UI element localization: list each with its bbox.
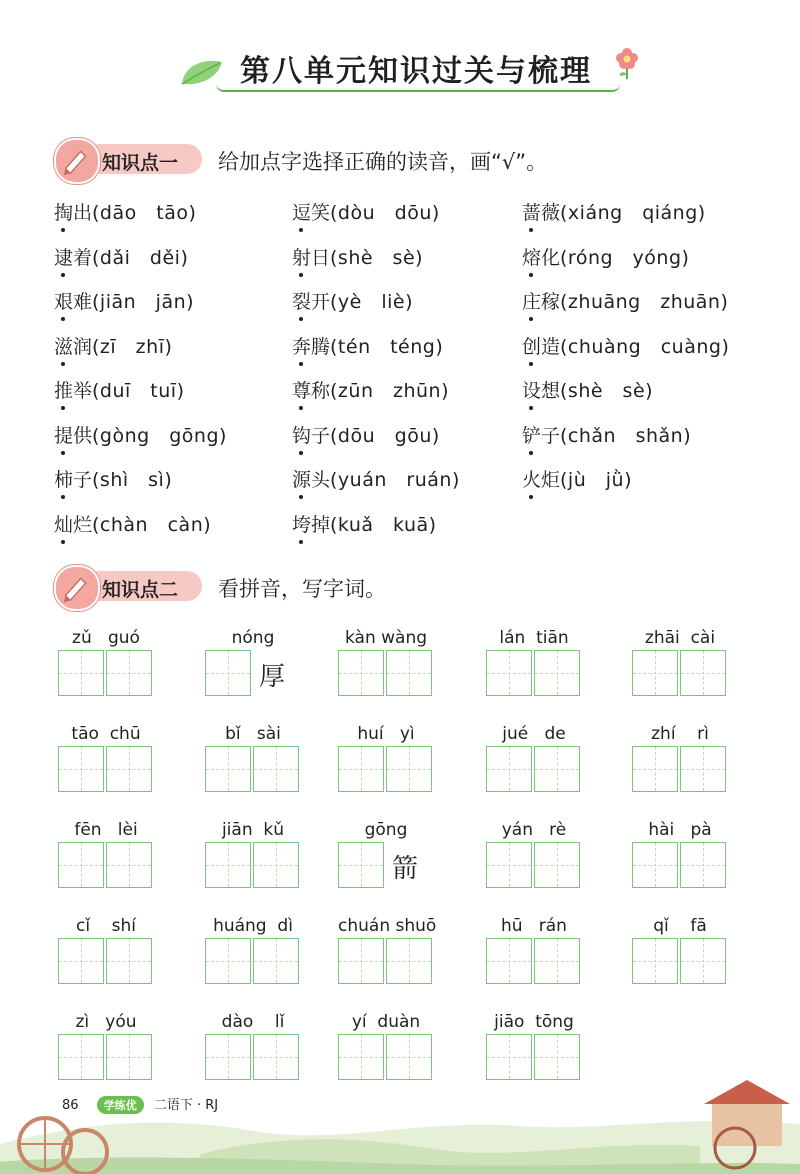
writing-cell[interactable] <box>486 938 532 984</box>
item-options: (zhuāng zhuān) <box>560 291 729 313</box>
item-options: (yuán ruán) <box>330 469 460 491</box>
pinyin-writing-block <box>338 820 448 900</box>
item-options: (kuǎ kuā) <box>330 513 437 536</box>
item-options: (xiáng qiáng) <box>560 202 706 224</box>
pinyin-choice-item[interactable] <box>522 421 691 448</box>
pinyin-writing-block <box>486 628 596 708</box>
pinyin-choice-item[interactable] <box>292 376 449 403</box>
grade-label: 二语下 · RJ <box>153 1098 219 1113</box>
section1-header <box>54 138 654 180</box>
writing-cell[interactable] <box>486 650 532 696</box>
item-word: 尊称 <box>292 380 330 402</box>
writing-cell[interactable] <box>338 746 384 792</box>
item-word: 掏出 <box>54 202 92 224</box>
item-word: 创造 <box>522 336 560 358</box>
writing-cell[interactable] <box>632 842 678 888</box>
pinyin-writing-block <box>632 628 742 708</box>
pinyin-label: hài pà <box>648 820 712 840</box>
pinyin-choice-item[interactable] <box>292 243 423 270</box>
writing-cell[interactable] <box>386 746 432 792</box>
emphasis-dot <box>299 228 303 232</box>
item-word: 钩子 <box>292 425 330 447</box>
writing-cell[interactable] <box>534 746 580 792</box>
pinyin-label: zǔ guó <box>72 628 140 648</box>
writing-cell[interactable] <box>534 938 580 984</box>
pinyin-label: bǐ sài <box>225 724 281 744</box>
writing-cell[interactable] <box>253 938 299 984</box>
item-options: (shì sì) <box>92 469 173 491</box>
emphasis-dot <box>61 273 65 277</box>
given-character: 厚 <box>259 662 286 692</box>
pinyin-writing-block <box>58 820 168 900</box>
emphasis-dot <box>529 406 533 410</box>
item-word: 艰难 <box>54 291 92 313</box>
emphasis-dot <box>529 228 533 232</box>
writing-cell[interactable] <box>338 938 384 984</box>
item-word: 逮着 <box>54 247 92 269</box>
item-word: 源头 <box>292 469 330 491</box>
section2-badge: 知识点二 <box>54 565 204 607</box>
pinyin-writing-block <box>338 628 448 708</box>
item-options: (shè sè) <box>560 380 654 402</box>
pinyin-writing-block <box>338 916 448 996</box>
pinyin-writing-block <box>205 820 315 900</box>
pinyin-label: dào lǐ <box>221 1012 285 1032</box>
item-word: 提供 <box>54 425 92 447</box>
writing-cell[interactable] <box>386 938 432 984</box>
item-word: 推举 <box>54 380 92 402</box>
writing-cell[interactable] <box>386 650 432 696</box>
emphasis-dot <box>299 362 303 366</box>
item-word: 射日 <box>292 247 330 269</box>
emphasis-dot <box>529 317 533 321</box>
pinyin-label: yán rè <box>501 820 567 840</box>
writing-cell[interactable] <box>680 842 726 888</box>
pinyin-writing-block <box>486 724 596 804</box>
writing-cell[interactable] <box>534 650 580 696</box>
item-word: 奔腾 <box>292 336 330 358</box>
item-options: (chàn càn) <box>92 513 212 536</box>
pinyin-choice-item[interactable] <box>292 332 443 359</box>
pinyin-writing-block <box>632 820 742 900</box>
pinyin-choice-item[interactable] <box>292 198 440 225</box>
pinyin-label: qǐ fā <box>653 916 707 936</box>
pinyin-label: zhāi cài <box>644 628 716 648</box>
pinyin-label: zhí rì <box>651 724 709 744</box>
writing-cell[interactable] <box>205 938 251 984</box>
page-number: 86 <box>62 1098 79 1113</box>
pinyin-label: tāo chū <box>71 724 141 744</box>
pinyin-writing-block <box>205 724 315 804</box>
pinyin-writing-block <box>486 916 596 996</box>
writing-cell[interactable] <box>205 650 251 696</box>
writing-cell[interactable] <box>486 842 532 888</box>
brand-logo: 学练优 <box>97 1096 144 1114</box>
item-options: (chuàng cuàng) <box>560 335 730 358</box>
emphasis-dot <box>529 362 533 366</box>
item-options: (jù jǜ) <box>560 469 632 491</box>
item-options: (jiān jān) <box>92 291 195 313</box>
emphasis-dot <box>61 495 65 499</box>
writing-cell[interactable] <box>534 842 580 888</box>
emphasis-dot <box>61 451 65 455</box>
landscape-illustration <box>0 1074 800 1174</box>
writing-cell[interactable] <box>58 938 104 984</box>
writing-cell[interactable] <box>338 650 384 696</box>
writing-cell[interactable] <box>680 938 726 984</box>
pinyin-choice-item[interactable] <box>292 510 437 537</box>
section2-instruction: 看拼音，写字词。 <box>218 577 386 601</box>
pinyin-choice-item[interactable] <box>292 465 460 492</box>
pinyin-writing-block <box>58 628 168 708</box>
writing-cell[interactable] <box>106 650 152 696</box>
item-options: (tén téng) <box>330 335 444 358</box>
writing-cell[interactable] <box>338 842 384 888</box>
emphasis-dot <box>299 317 303 321</box>
section1-instruction: 给加点字选择正确的读音，画“√”。 <box>218 150 548 174</box>
item-word: 熔化 <box>522 247 560 269</box>
pinyin-writing-block <box>632 916 742 996</box>
writing-cell[interactable] <box>253 842 299 888</box>
emphasis-dot <box>61 362 65 366</box>
pinyin-writing-block <box>58 916 168 996</box>
emphasis-dot <box>529 273 533 277</box>
pinyin-writing-block <box>338 724 448 804</box>
pinyin-choice-item[interactable] <box>54 510 211 537</box>
emphasis-dot <box>299 406 303 410</box>
item-word: 铲子 <box>522 425 560 447</box>
pinyin-label: nóng <box>231 628 275 648</box>
pinyin-choice-item[interactable] <box>54 421 227 448</box>
pinyin-choice-item[interactable] <box>54 376 185 403</box>
writing-cell[interactable] <box>486 746 532 792</box>
pinyin-choice-item[interactable] <box>522 332 729 359</box>
pinyin-label: hū rán <box>501 916 567 936</box>
writing-cell[interactable] <box>58 650 104 696</box>
item-options: (zūn zhūn) <box>330 380 449 402</box>
writing-cell[interactable] <box>58 746 104 792</box>
emphasis-dot <box>299 451 303 455</box>
emphasis-dot <box>61 540 65 544</box>
item-options: (duī tuī) <box>92 380 185 402</box>
writing-cell[interactable] <box>205 746 251 792</box>
item-word: 垮掉 <box>292 514 330 536</box>
pinyin-choice-item[interactable] <box>292 287 413 314</box>
writing-cell[interactable] <box>106 746 152 792</box>
pinyin-label: jiān kǔ <box>221 820 285 840</box>
pinyin-label: yí duàn <box>351 1012 421 1032</box>
item-word: 火炬 <box>522 469 560 491</box>
pinyin-choice-item[interactable] <box>54 332 172 359</box>
item-word: 设想 <box>522 380 560 402</box>
writing-cell[interactable] <box>205 842 251 888</box>
item-options: (yè liè) <box>330 291 414 313</box>
pinyin-label: jué de <box>502 724 566 744</box>
flower-icon <box>614 48 640 80</box>
item-word: 灿烂 <box>54 514 92 536</box>
item-word: 逗笑 <box>292 202 330 224</box>
pinyin-label: huáng dì <box>213 916 293 936</box>
item-word: 滋润 <box>54 336 92 358</box>
pinyin-label: zì yóu <box>75 1012 137 1032</box>
pencil-icon <box>54 138 100 184</box>
item-options: (dòu dōu) <box>330 202 440 224</box>
pinyin-writing-block <box>632 724 742 804</box>
emphasis-dot <box>61 228 65 232</box>
emphasis-dot <box>529 495 533 499</box>
writing-cell[interactable] <box>680 746 726 792</box>
emphasis-dot <box>299 495 303 499</box>
writing-cell[interactable] <box>253 746 299 792</box>
section1-badge: 知识点一 <box>54 138 204 180</box>
item-options: (dǎi děi) <box>92 246 189 269</box>
emphasis-dot <box>299 540 303 544</box>
item-options: (gòng gōng) <box>92 424 227 447</box>
emphasis-dot <box>299 273 303 277</box>
writing-cell[interactable] <box>106 842 152 888</box>
pinyin-choice-item[interactable] <box>54 287 194 314</box>
pinyin-choice-item[interactable] <box>522 376 653 403</box>
item-options: (zī zhī) <box>92 335 173 358</box>
writing-cell[interactable] <box>680 650 726 696</box>
emphasis-dot <box>61 406 65 410</box>
pencil-icon <box>54 565 100 611</box>
pinyin-label: fēn lèi <box>74 820 138 840</box>
emphasis-dot <box>61 317 65 321</box>
pinyin-writing-block <box>205 628 315 708</box>
pinyin-choice-item[interactable] <box>54 243 188 270</box>
item-word: 蔷薇 <box>522 202 560 224</box>
page-title-banner <box>180 44 640 94</box>
writing-cell[interactable] <box>106 938 152 984</box>
given-character: 箭 <box>392 854 419 884</box>
pinyin-label: kàn wàng <box>344 628 428 648</box>
pinyin-label: cǐ shí <box>75 916 137 936</box>
pinyin-label: gōng <box>364 820 408 840</box>
pinyin-label: jiāo tōng <box>494 1012 574 1032</box>
item-word: 裂开 <box>292 291 330 313</box>
item-options: (dōu gōu) <box>330 424 440 447</box>
item-options: (shè sè) <box>330 246 424 269</box>
pinyin-choice-item[interactable] <box>54 198 196 225</box>
item-options: (chǎn shǎn) <box>560 424 692 447</box>
pinyin-label: chuán shuō <box>338 916 437 936</box>
writing-cell[interactable] <box>58 842 104 888</box>
pinyin-label: huí yì <box>357 724 415 744</box>
pinyin-choice-item[interactable] <box>522 198 706 225</box>
emphasis-dot <box>529 451 533 455</box>
pinyin-label: lán tiān <box>499 628 569 648</box>
pinyin-choice-item[interactable] <box>292 421 440 448</box>
item-options: (dāo tāo) <box>92 202 197 224</box>
item-options: (róng yóng) <box>560 246 690 269</box>
pinyin-choice-item[interactable] <box>54 465 172 492</box>
writing-cell[interactable] <box>632 938 678 984</box>
page-title: 第八单元知识过关与梳理 <box>240 54 592 89</box>
section2-header <box>54 565 654 607</box>
leaf-icon <box>180 56 224 86</box>
pinyin-writing-block <box>205 916 315 996</box>
pinyin-choice-item[interactable] <box>522 287 728 314</box>
pinyin-choice-item[interactable] <box>522 465 632 492</box>
item-word: 庄稼 <box>522 291 560 313</box>
pinyin-choice-item[interactable] <box>522 243 689 270</box>
pinyin-writing-block <box>58 724 168 804</box>
pinyin-writing-block <box>486 820 596 900</box>
item-word: 柿子 <box>54 469 92 491</box>
writing-cell[interactable] <box>632 650 678 696</box>
writing-cell[interactable] <box>632 746 678 792</box>
